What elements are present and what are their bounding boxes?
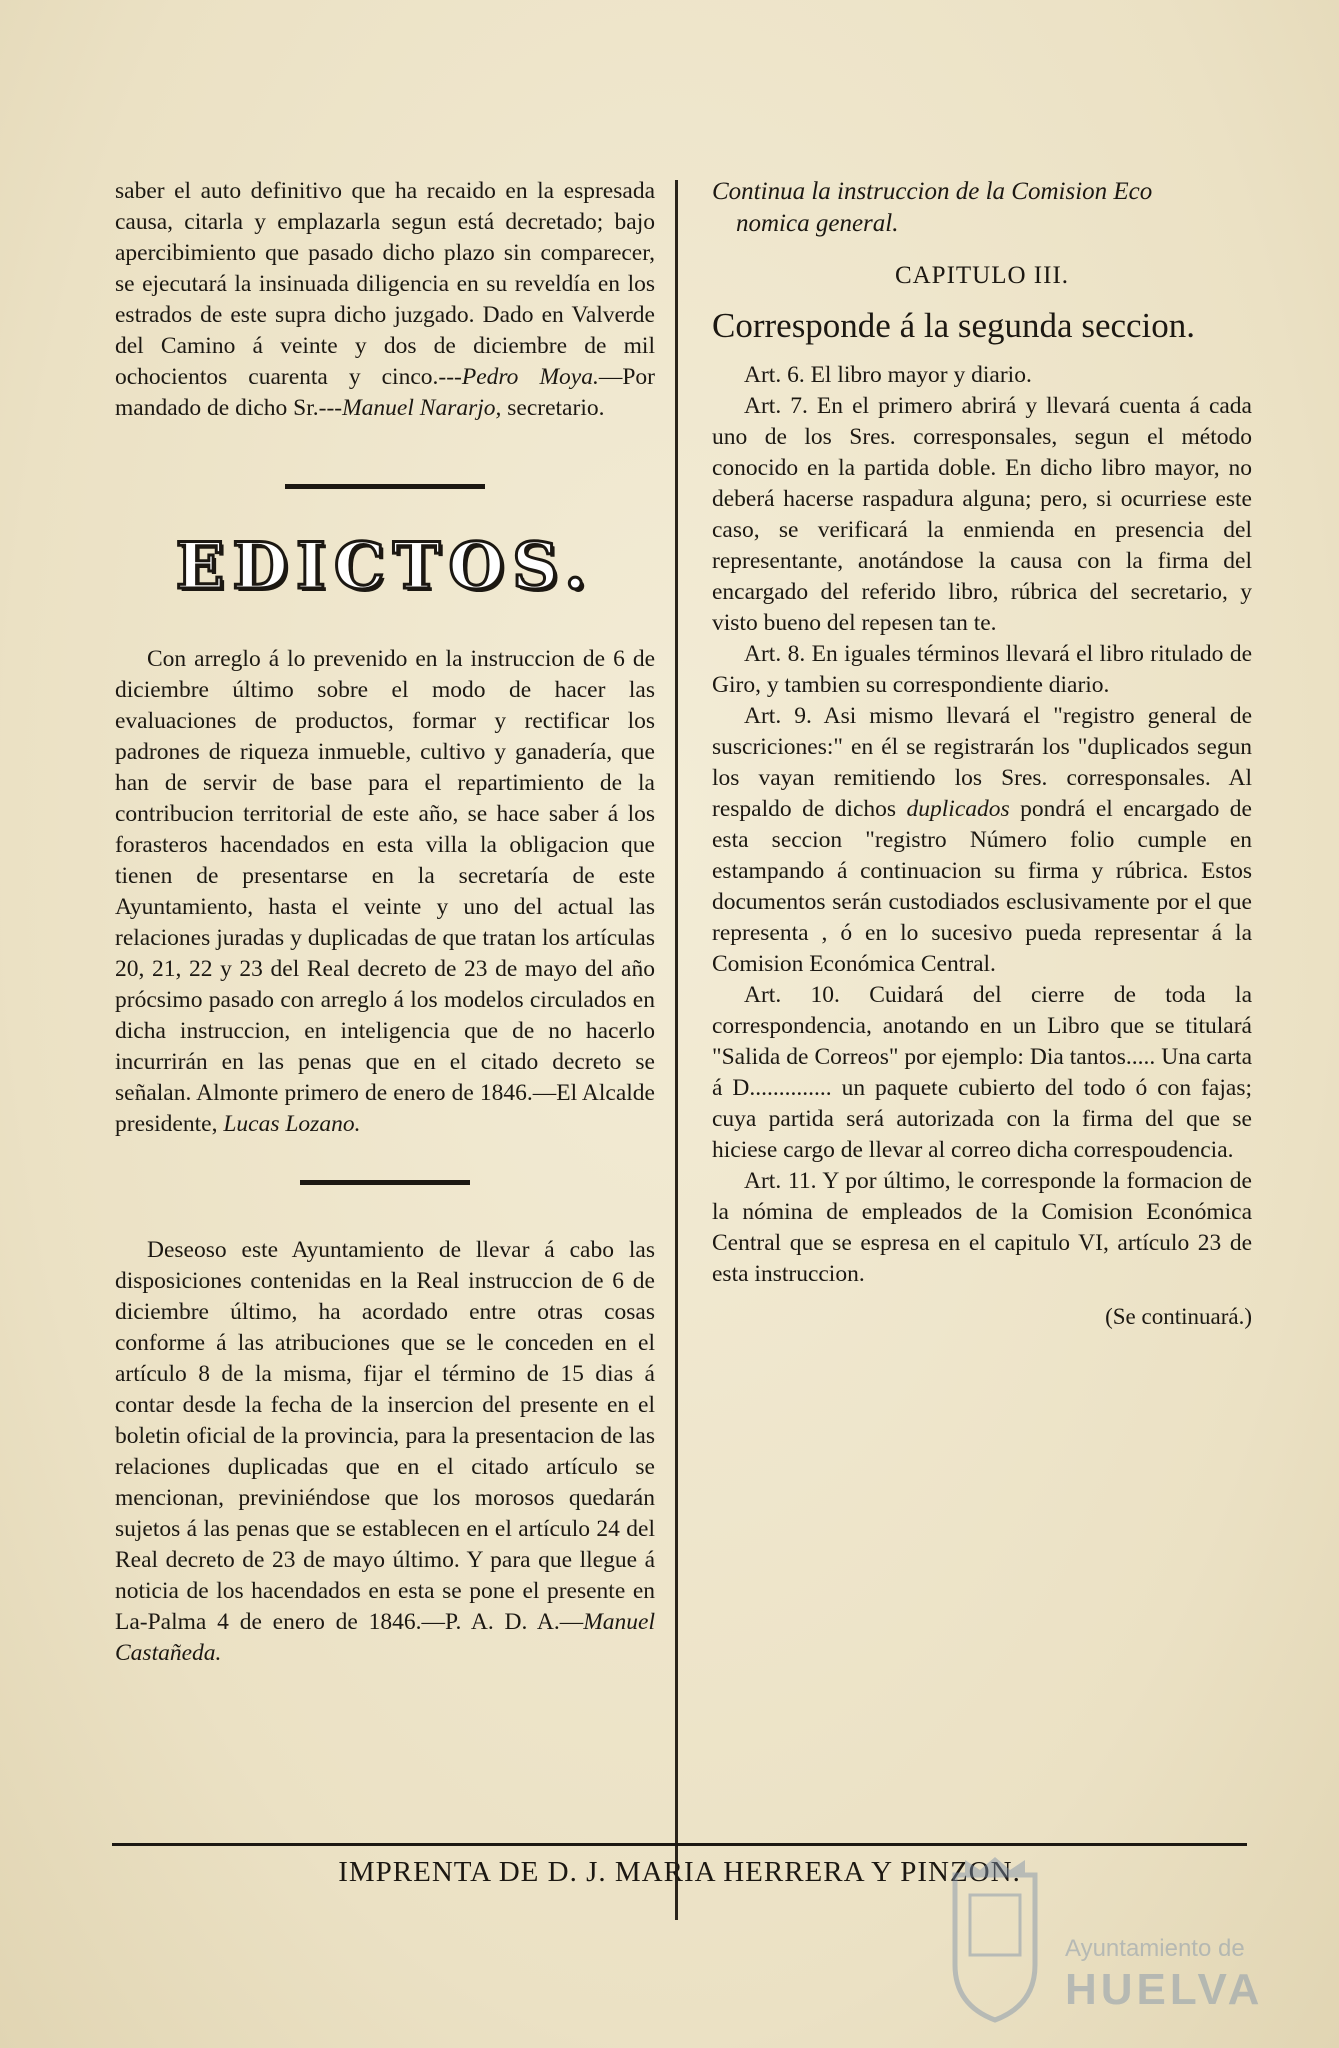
article-9	[712, 701, 1252, 980]
article-9-part-a: Art. 9. Asi mismo llevará el "registro general de suscriciones:" en él se registrarán los "duplicados segun los vayan remitiendo los Sres. corresponsales. Al respaldo de dichos	[712, 703, 1252, 822]
continuation-title-line1: Continua la instruccion de la Comision Eco	[712, 178, 1153, 205]
decree-body: saber el auto definitivo que ha recaido en la espresada causa, citarla y emplazarla segun está decretado; bajo apercibimiento que pasado dicho plazo sin comparecer, se ejecutará la insinuada diligencia en su reveldía en los estrados de este supra dicho juzgado. Dado en Valverde del Camino á veinte y dos de diciembre de mil ochocientos cuarenta y cinco.---	[115, 178, 655, 390]
article-8: Art. 8. En iguales términos llevará el libro ritulado de Giro, y tambien su correspondiente diario.	[712, 641, 1252, 698]
edict-lapalma	[115, 1235, 655, 1669]
section-divider	[285, 484, 485, 489]
article-7: Art. 7. En el primero abrirá y llevará cuenta á cada uno de los Sres. corresponsales, segun el método conocido en la partida doble. En dicho libro mayor, no deberá hacerse raspadura alguna; pero, si ocurriese este caso, se verificará la enmienda en presencia del representante, anotándose la causa con la firma del encargado del referido libro, rúbrica del secretario, y visto bueno del repesen tan te.	[712, 393, 1252, 636]
decree-end: secretario.	[501, 395, 605, 421]
article-10: Art. 10. Cuidará del cierre de toda la correspondencia, anotando en un Libro que se titulará "Salida de Correos" por ejemplo: Dia tantos..... Una carta á D.............. un paquete cubierto del todo ó con fajas; cuya partida será autorizada con la firma del que se hiciese cargo de llevar al correo dicha correspoudencia.	[712, 982, 1252, 1163]
continuation-title	[712, 176, 1252, 240]
article-6: Art. 6. El libro mayor y diario.	[744, 362, 1032, 388]
secretary-name: Manuel Nararjo,	[342, 395, 502, 421]
section-heading: Corresponde á la segunda seccion.	[712, 306, 1196, 345]
watermark-line2: HUELVA	[1065, 1965, 1264, 2014]
continuation-note: (Se continuará.)	[1105, 1304, 1252, 1329]
decree-text	[115, 176, 655, 424]
article-9-emphasis: duplicados	[906, 796, 1010, 822]
edict-almonte-body: Con arreglo á lo prevenido en la instruccion de 6 de diciembre último sobre el modo de hacer las evaluaciones de productos, formar y rectificar los padrones de riqueza inmueble, cultivo y ganadería, que han de servir de base para el repartimiento de la contribucion territorial de este año, se hace saber á los forasteros hacendados en esta villa la obligacion que tienen de presentarse en la secretaría de este Ayuntamiento, hasta el veinte y uno del actual las relaciones juradas y duplicadas de que tratan los artículas 20, 21, 22 y 23 del Real decreto de 23 de mayo del año prócsimo pasado con arreglo á los modelos circulados en dicha instruccion, en inteligencia que de no hacerlo incurrirán en las penas que en el citado decreto se señalan. Almonte primero de enero de 1846.—El Alcalde presidente,	[115, 646, 655, 1137]
edict-lapalma-body: Deseoso este Ayuntamiento de llevar á cabo las disposiciones contenidas en la Real instruccion de 6 de diciembre último, ha acordado entre otras cosas conforme á las atribuciones que se le conceden en el artículo 8 de la misma, fijar el término de 15 dias á contar desde la fecha de la insercion del presente en el boletin oficial de la provincia, para la presentacion de las relaciones duplicadas que en el citado artículo se mencionan, previniéndose que los morosos quedarán sujetos á las penas que se establecen en el artículo 24 del Real decreto de 23 de mayo último. Y para que llegue á noticia de los hacendados en esta se pone el presente en La-Palma 4 de enero de 1846.—P. A. D. A.—	[115, 1237, 655, 1635]
column-rule	[675, 180, 678, 1920]
article-9-part-b: pondrá el encargado de esta seccion "registro Número folio cumple en estampando á continuacion su firma y rúbrica. Estos documentos serán custodiados esclusivamente por el que representa , ó en lo sucesivo pueda representar á la Comision Económica Central.	[712, 796, 1252, 977]
edict-almonte	[115, 644, 655, 1140]
edictos-heading: EDICTOS.	[175, 529, 595, 604]
signatory-name: Pedro Moya.	[461, 364, 599, 390]
watermark-line1: Ayuntamiento de	[1065, 1935, 1245, 1962]
chapter-heading: CAPITULO III.	[894, 262, 1070, 289]
printer-imprint: IMPRENTA DE D. J. MARIA HERRERA Y PINZON.	[338, 1856, 1021, 1888]
official-name: Manuel Castañeda.	[115, 1609, 655, 1666]
decree-mid: —Por mandado de dicho Sr.---	[115, 364, 655, 421]
article-11: Art. 11. Y por último, le corresponde la formacion de la nómina de empleados de la Comision Económica Central que se espresa en el capitulo VI, artículo 23 de esta instruccion.	[712, 1168, 1252, 1287]
mayor-name: Lucas Lozano.	[223, 1111, 361, 1137]
right-column	[712, 176, 1252, 1330]
huelva-watermark	[945, 1855, 1275, 2035]
coat-of-arms-icon	[945, 1855, 1045, 2025]
continuation-title-line2: nomica general.	[736, 210, 899, 237]
left-column	[115, 176, 655, 1669]
footer-rule	[112, 1843, 1247, 1846]
section-divider	[300, 1180, 470, 1185]
